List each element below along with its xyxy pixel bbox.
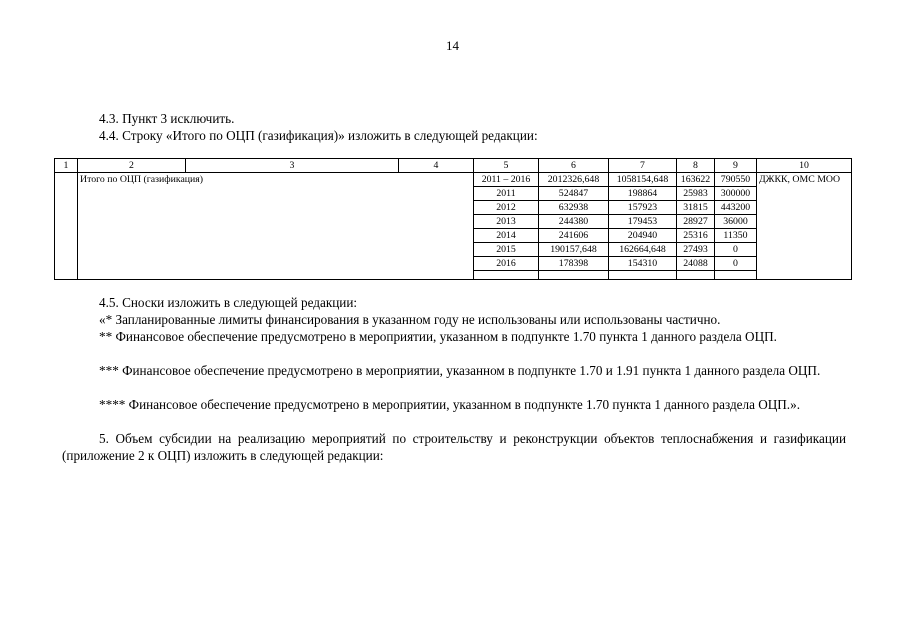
period-cell: 2012: [474, 201, 539, 215]
footnote-4-text: **** Финансовое обеспечение предусмотрено в мероприятии, указанном в подпункте 1.70 пункта 1 данного раздела ОЦП.».: [99, 397, 800, 412]
value-cell: 154310: [609, 257, 677, 271]
spacer-cell: [715, 271, 757, 280]
period-cell: 2013: [474, 215, 539, 229]
value-cell: 241606: [539, 229, 609, 243]
item-4-4: 4.4. Строку «Итого по ОЦП (газификация)» изложить в следующей редакции:: [99, 128, 538, 143]
value-cell: 632938: [539, 201, 609, 215]
value-cell: 443200: [715, 201, 757, 215]
period-cell: 2011 – 2016: [474, 173, 539, 187]
header-cell: 5: [474, 159, 539, 173]
value-cell: 27493: [677, 243, 715, 257]
value-cell: 11350: [715, 229, 757, 243]
spacer-cell: [539, 271, 609, 280]
header-cell: 2: [78, 159, 186, 173]
value-cell: 28927: [677, 215, 715, 229]
row-label: Итого по ОЦП (газификация): [78, 173, 474, 280]
footnote-3: [62, 362, 846, 379]
value-cell: 24088: [677, 257, 715, 271]
value-cell: 178398: [539, 257, 609, 271]
header-cell: 6: [539, 159, 609, 173]
value-cell: 244380: [539, 215, 609, 229]
value-cell: 157923: [609, 201, 677, 215]
header-cell: 1: [55, 159, 78, 173]
table-row: [55, 173, 852, 187]
item-5-text: 5. Объем субсидии на реализацию мероприятий по строительству и реконструкции объектов теплоснабжения и газификации (приложение 2 к ОЦП) изложить в следующей редакции:: [62, 431, 846, 463]
footnote-1: «* Запланированные лимиты финансирования в указанном году не использованы или использованы частично.: [99, 312, 721, 327]
period-cell: 2016: [474, 257, 539, 271]
item-4-5: 4.5. Сноски изложить в следующей редакции:: [99, 295, 358, 310]
value-cell: 190157,648: [539, 243, 609, 257]
header-cell: 4: [399, 159, 474, 173]
header-cell: 7: [609, 159, 677, 173]
value-cell: 0: [715, 257, 757, 271]
value-cell: 163622: [677, 173, 715, 187]
value-cell: 524847: [539, 187, 609, 201]
period-cell: 2015: [474, 243, 539, 257]
value-cell: 2012326,648: [539, 173, 609, 187]
value-cell: 36000: [715, 215, 757, 229]
value-cell: 31815: [677, 201, 715, 215]
header-cell: 8: [677, 159, 715, 173]
period-cell: 2014: [474, 229, 539, 243]
period-cell: 2011: [474, 187, 539, 201]
executor-cell: ДЖКК, ОМС МОО: [757, 173, 852, 280]
spacer-cell: [677, 271, 715, 280]
value-cell: 25983: [677, 187, 715, 201]
col1-cell: [55, 173, 78, 280]
financing-table: [54, 158, 852, 280]
value-cell: 300000: [715, 187, 757, 201]
value-cell: 204940: [609, 229, 677, 243]
value-cell: 198864: [609, 187, 677, 201]
footnote-2-text: ** Финансовое обеспечение предусмотрено в мероприятии, указанном в подпункте 1.70 пункта 1 данного раздела ОЦП.: [99, 329, 777, 344]
header-cell: 9: [715, 159, 757, 173]
footnote-2: [62, 328, 846, 345]
value-cell: 25316: [677, 229, 715, 243]
spacer-cell: [474, 271, 539, 280]
item-4-3: 4.3. Пункт 3 исключить.: [99, 111, 235, 126]
footnote-4: [62, 396, 846, 413]
spacer-cell: [609, 271, 677, 280]
table-header-row: [55, 159, 852, 173]
footnote-3-text: *** Финансовое обеспечение предусмотрено в мероприятии, указанном в подпункте 1.70 и 1.91 пункта 1 данного раздела ОЦП.: [99, 363, 821, 378]
value-cell: 179453: [609, 215, 677, 229]
page-number: 14: [446, 38, 459, 53]
value-cell: 162664,648: [609, 243, 677, 257]
header-cell: 10: [757, 159, 852, 173]
value-cell: 1058154,648: [609, 173, 677, 187]
value-cell: 0: [715, 243, 757, 257]
value-cell: 790550: [715, 173, 757, 187]
item-5: [62, 430, 846, 464]
header-cell: 3: [186, 159, 399, 173]
